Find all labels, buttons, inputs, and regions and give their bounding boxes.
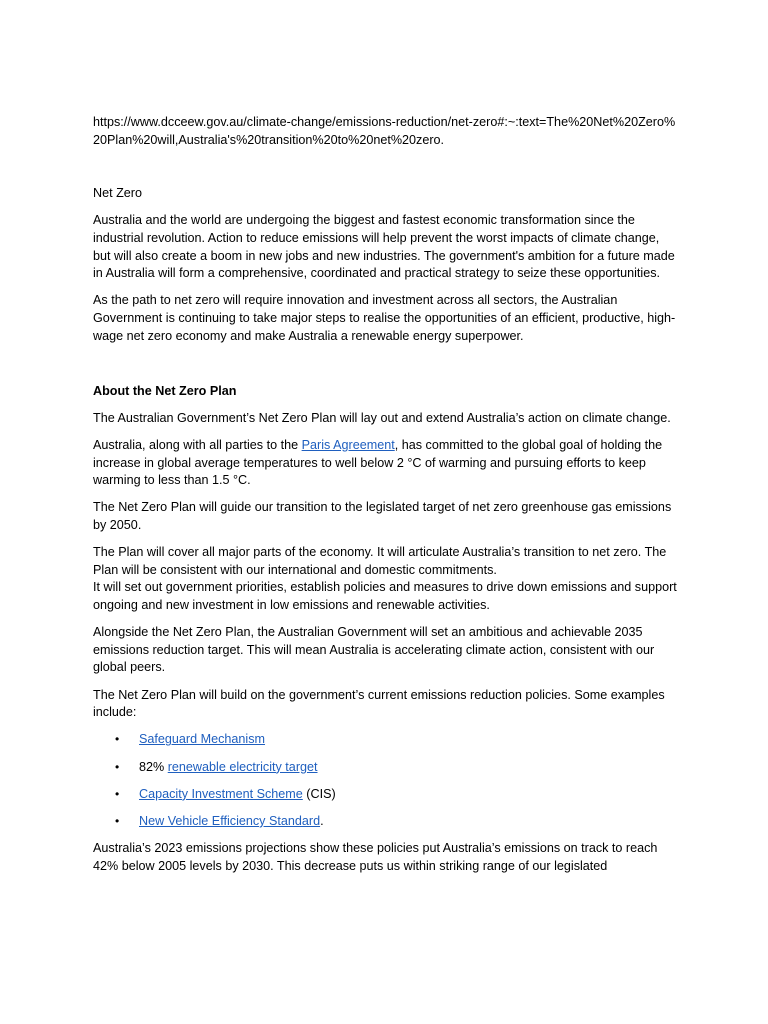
list-item [93,786,677,804]
about-paragraph-1: The Australian Government’s Net Zero Plan will lay out and extend Australia’s action on climate change. [93,410,671,425]
new-vehicle-efficiency-standard-link[interactable]: New Vehicle Efficiency Standard [139,813,321,828]
list-item-prefix: 82% [139,759,168,774]
net-zero-paragraph-2: As the path to net zero will require innovation and investment across all sectors, the Australian Government is continuing to take major steps to realise the opportunities of an efficient, productive, high-wage net zero economy and make Australia a renewable energy superpower. [93,293,676,343]
bullet-icon: • [115,759,120,774]
about-paragraph-6: The Net Zero Plan will build on the government’s current emissions reduction policies. Some examples include: [93,687,665,720]
bullet-icon: • [115,813,120,828]
about-paragraph-4-line-2: It will set out government priorities, establish policies and measures to drive down emissions and support ongoing and new investment in low emissions and renewable activities. [93,580,677,613]
list-item [93,759,677,777]
about-paragraph-2 [93,437,677,490]
bullet-icon: • [115,786,120,801]
about-paragraph-2-end: , has committed to the global goal of holding the increase in global average temperatures to well below 2 °C of warming and pursuing efforts to keep warming to less than 1.5 °C. [93,438,663,488]
policy-list [93,731,677,830]
about-heading: About the Net Zero Plan [93,383,237,398]
about-paragraph-3: The Net Zero Plan will guide our transition to the legislated target of net zero greenhouse gas emissions by 2050. [93,500,672,533]
section-spacer [93,355,677,383]
bullet-icon: • [115,732,120,747]
list-item [93,731,677,749]
list-item [93,813,677,831]
paris-agreement-link[interactable]: Paris Agreement [301,438,395,453]
list-item-suffix: (CIS) [302,786,336,801]
list-item-suffix: . [320,813,324,828]
source-url: https://www.dcceew.gov.au/climate-change/emissions-reduction/net-zero#:~:text=The%20Net%20Zero%20Plan%20will,Australia's%20transition%20to%20net%20zero. [93,115,676,147]
about-paragraph-7: Australia’s 2023 emissions projections show these policies put Australia’s emissions on track to reach 42% below 2005 levels by 2030. This decrease puts us within striking range of our legislated [93,841,658,873]
safeguard-mechanism-link[interactable]: Safeguard Mechanism [139,732,266,747]
truncated-paragraph-container [93,840,677,876]
about-paragraph-4-line-1: The Plan will cover all major parts of the economy. It will articulate Australia’s transition to net zero. The Plan will be consistent with our international and domestic commitments. [93,545,667,577]
document-body [93,114,677,876]
renewable-electricity-target-link[interactable]: renewable electricity target [167,759,318,774]
about-paragraph-5: Alongside the Net Zero Plan, the Australian Government will set an ambitious and achievable 2035 emissions reduction target. This will mean Australia is accelerating climate action, consistent with our global peers. [93,625,655,675]
about-paragraph-2-start: Australia, along with all parties to the [93,438,302,453]
net-zero-heading: Net Zero [93,186,142,201]
about-paragraph-4 [93,544,677,614]
capacity-investment-scheme-link[interactable]: Capacity Investment Scheme [139,786,303,801]
net-zero-paragraph-1: Australia and the world are undergoing the biggest and fastest economic transformation since the industrial revolution. Action to reduce emissions will help prevent the worst impacts of climate change, but will also create a boom in new jobs and new industries. The government's ambition for a future made in Australia will form a comprehensive, coordinated and practical strategy to seize these opportunities. [93,213,675,281]
